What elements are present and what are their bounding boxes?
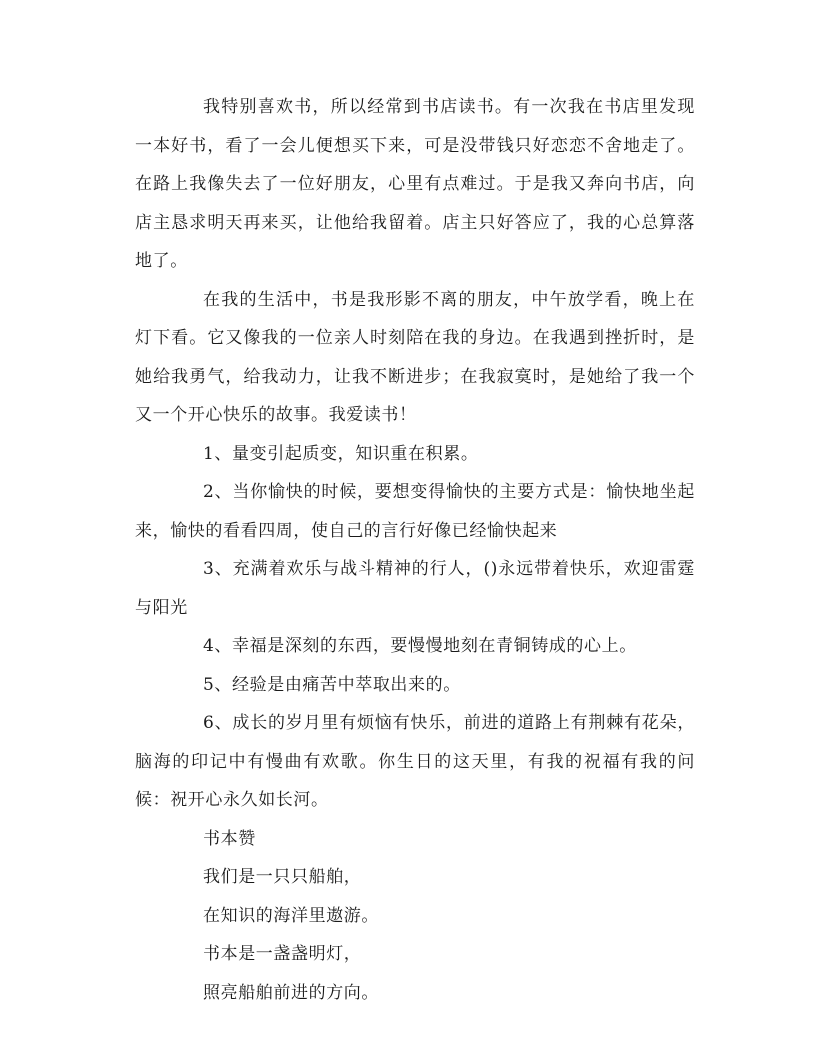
quote-item-4: 4、幸福是深刻的东西，要慢慢地刻在青铜铸成的心上。 bbox=[203, 636, 637, 656]
document-body bbox=[135, 88, 695, 1012]
quote-item-2: 2、当你愉快的时候，要想变得愉快的主要方式是：愉快地坐起来，愉快的看看四周，使自己的言行好像已经愉快起来 bbox=[135, 482, 695, 541]
poem-title: 书本赞 bbox=[203, 828, 256, 849]
poem-line: 在知识的海洋里遨游。 bbox=[203, 905, 379, 926]
quote-item-5: 5、经验是由痛苦中萃取出来的。 bbox=[203, 674, 461, 695]
poem-line: 书本是一盏盏明灯， bbox=[203, 944, 362, 964]
quote-item-6: 6、成长的岁月里有烦恼有快乐，前进的道路上有荆棘有花朵，脑海的印记中有慢曲有欢歌。你生日的这天里，有我的祝福有我的问候：祝开心永久如长河。 bbox=[135, 713, 695, 810]
poem-line: 我们是一只只船舶， bbox=[203, 867, 362, 887]
paragraph-friend: 在我的生活中，书是我形影不离的朋友，中午放学看，晚上在灯下看。它又像我的一位亲人时刻陪在我的身边。在我遇到挫折时，是她给我勇气，给我动力，让我不断进步；在我寂寞时，是她给了我一个又一个开心快乐的故事。我爱读书！ bbox=[135, 289, 695, 425]
paragraph-intro: 我特别喜欢书，所以经常到书店读书。有一次我在书店里发现一本好书，看了一会儿便想买下来，可是没带钱只好恋恋不舍地走了。在路上我像失去了一位好朋友，心里有点难过。于是我又奔向书店，向店主恳求明天再来买，让他给我留着。店主只好答应了，我的心总算落地了。 bbox=[135, 97, 695, 271]
quote-item-3: 3、充满着欢乐与战斗精神的行人，()永远带着快乐，欢迎雷霆与阳光 bbox=[135, 559, 695, 618]
quote-item-1: 1、量变引起质变，知识重在积累。 bbox=[203, 443, 479, 464]
poem-line: 照亮船舶前进的方向。 bbox=[203, 982, 379, 1003]
